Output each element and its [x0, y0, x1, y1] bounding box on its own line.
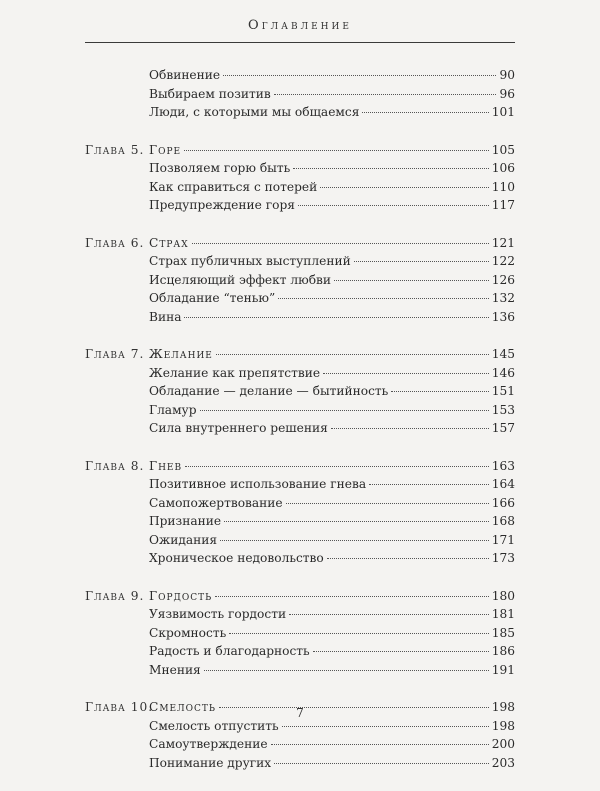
toc-entry: [85, 642, 515, 661]
leader-dots: [293, 168, 489, 169]
leader-dots: [184, 150, 489, 151]
chapter-page: 163: [491, 458, 515, 473]
chapter-section: [85, 234, 515, 327]
leader-dots: [229, 633, 489, 634]
leader-dots: [362, 112, 488, 113]
chapter-page: 121: [491, 235, 515, 250]
toc-entry-page: 110: [491, 179, 515, 194]
toc-entry-title: Ожидания: [149, 532, 218, 547]
toc-entry: [85, 549, 515, 568]
leader-dots: [334, 280, 489, 281]
toc-entry-title: Мнения: [149, 662, 201, 677]
chapter-heading: [85, 457, 515, 476]
chapter-section: [85, 141, 515, 215]
toc-entry: [85, 178, 515, 197]
toc-entry: [85, 605, 515, 624]
toc-entry-title: Люди, с которыми мы общаемся: [149, 105, 360, 119]
toc-entry-page: 200: [491, 737, 515, 751]
chapter-page: 198: [491, 700, 515, 714]
toc-entry-title: Хроническое недовольство: [149, 551, 324, 565]
leader-dots: [354, 261, 489, 262]
leader-dots: [286, 503, 489, 504]
leader-dots: [185, 466, 489, 467]
toc-entry: [85, 289, 515, 308]
leader-dots: [192, 243, 489, 244]
toc-entry-title: Как справиться с потерей: [149, 179, 318, 194]
toc-entry: [85, 66, 515, 85]
toc-entry: [85, 419, 515, 438]
toc-entry-page: 90: [499, 68, 515, 82]
chapter-heading: [85, 587, 515, 606]
chapter-heading: [85, 141, 515, 160]
chapter-label: Глава 10.: [85, 700, 154, 714]
toc-entry: [85, 252, 515, 271]
leader-dots: [224, 521, 489, 522]
toc-entry: [85, 401, 515, 420]
toc-entry: [85, 271, 515, 290]
toc-entry-title: Позволяем горю быть: [149, 161, 291, 175]
toc-entry-title: Понимание других: [149, 755, 272, 770]
leader-dots: [282, 726, 489, 727]
chapter-title: Смелость: [149, 700, 216, 714]
toc-entry-page: 181: [491, 607, 515, 621]
leader-dots: [323, 373, 489, 374]
toc-entry: [85, 475, 515, 494]
toc-entry-title: Обладание — делание — бытийность: [149, 384, 389, 398]
leader-dots: [220, 540, 489, 541]
toc-entry-page: 157: [491, 421, 515, 435]
toc-entry-page: 96: [499, 86, 515, 101]
leader-dots: [369, 484, 489, 485]
toc-entry-page: 106: [491, 161, 515, 175]
header-rule: [85, 42, 515, 43]
toc-entry: [85, 85, 515, 104]
toc-entry: [85, 531, 515, 550]
toc-entry-title: Уязвимость гордости: [149, 607, 287, 621]
leader-dots: [278, 298, 489, 299]
toc-entry-title: Желание как препятствие: [149, 365, 321, 380]
toc-entry-page: 168: [491, 514, 515, 528]
toc-entry-title: Обладание “тенью”: [149, 291, 276, 305]
leader-dots: [184, 317, 488, 318]
toc-entry-page: 191: [491, 662, 515, 677]
chapter-title: Страх: [149, 235, 189, 250]
toc-entry-title: Радость и благодарность: [149, 644, 310, 658]
leader-dots: [274, 94, 497, 95]
toc-entry: [85, 196, 515, 215]
chapter-label: Глава 6.: [85, 235, 145, 250]
toc-entry: [85, 103, 515, 122]
chapter-title: Гнев: [149, 458, 183, 473]
chapter-title: Горе: [149, 142, 182, 157]
continued-section: [85, 66, 515, 122]
toc-entry-page: 132: [491, 291, 515, 305]
toc-entry-title: Вина: [149, 309, 182, 324]
chapter-page: 105: [491, 142, 515, 157]
toc-entry-page: 146: [491, 365, 515, 380]
toc-entry-title: Гламур: [149, 402, 197, 417]
page-number: 7: [296, 706, 304, 720]
leader-dots: [271, 744, 489, 745]
leader-dots: [289, 614, 489, 615]
toc-entry-page: 164: [491, 477, 515, 491]
leader-dots: [274, 763, 489, 764]
leader-dots: [200, 410, 489, 411]
leader-dots: [313, 651, 489, 652]
toc-entry-title: Выбираем позитив: [149, 86, 271, 101]
chapter-section: [85, 587, 515, 680]
leader-dots: [223, 75, 496, 76]
toc-entry-page: 166: [491, 495, 515, 510]
leader-dots: [391, 391, 488, 392]
chapter-page: 180: [491, 588, 515, 603]
toc-entry: [85, 624, 515, 643]
toc-entry: [85, 735, 515, 754]
chapters-list: [85, 141, 515, 773]
toc-entry: [85, 661, 515, 680]
table-of-contents: [85, 66, 515, 791]
leader-dots: [331, 428, 489, 429]
toc-entry: [85, 159, 515, 178]
toc-entry-page: 101: [491, 105, 515, 119]
toc-entry-title: Обвинение: [149, 68, 221, 82]
toc-entry-page: 126: [491, 272, 515, 287]
toc-entry-title: Исцеляющий эффект любви: [149, 272, 332, 287]
toc-entry-title: Страх публичных выступлений: [149, 254, 351, 268]
toc-entry: [85, 494, 515, 513]
toc-entry: [85, 382, 515, 401]
chapter-title: Желание: [149, 347, 213, 361]
toc-entry-page: 153: [491, 402, 515, 417]
leader-dots: [215, 596, 489, 597]
toc-entry: [85, 512, 515, 531]
toc-entry-page: 151: [491, 384, 515, 398]
leader-dots: [298, 205, 489, 206]
chapter-page: 145: [491, 347, 515, 361]
toc-entry-title: Скромность: [149, 625, 227, 640]
chapter-heading: [85, 234, 515, 253]
toc-entry: [85, 308, 515, 327]
toc-entry-title: Позитивное использование гнева: [149, 477, 367, 491]
chapter-heading: [85, 345, 515, 364]
chapter-title: Гордость: [149, 588, 213, 603]
toc-entry-title: Смелость отпустить: [149, 718, 279, 733]
toc-entry-title: Предупреждение горя: [149, 198, 295, 212]
toc-entry: [85, 364, 515, 383]
toc-entry-page: 186: [491, 644, 515, 658]
toc-entry-page: 171: [491, 532, 515, 547]
toc-entry-page: 198: [491, 718, 515, 733]
toc-entry-title: Признание: [149, 514, 222, 528]
leader-dots: [204, 670, 489, 671]
chapter-section: [85, 345, 515, 438]
toc-entry-page: 117: [491, 198, 515, 212]
chapter-section: [85, 457, 515, 568]
toc-entry-page: 122: [491, 254, 515, 268]
leader-dots: [320, 187, 489, 188]
chapter-label: Глава 7.: [85, 347, 145, 361]
chapter-label: Глава 9.: [85, 588, 145, 603]
toc-entry-title: Самоутверждение: [149, 737, 268, 751]
toc-entry-page: 173: [491, 551, 515, 565]
page-header-title: Оглавление: [248, 18, 352, 33]
toc-entry-page: 185: [491, 625, 515, 640]
leader-dots: [327, 558, 489, 559]
chapter-label: Глава 5.: [85, 142, 145, 157]
toc-entry-title: Сила внутреннего решения: [149, 421, 328, 435]
toc-entry-page: 136: [491, 309, 515, 324]
leader-dots: [216, 354, 489, 355]
toc-entry-page: 203: [491, 755, 515, 770]
chapter-label: Глава 8.: [85, 458, 145, 473]
toc-entry-title: Самопожертвование: [149, 495, 283, 510]
toc-entry: [85, 754, 515, 773]
